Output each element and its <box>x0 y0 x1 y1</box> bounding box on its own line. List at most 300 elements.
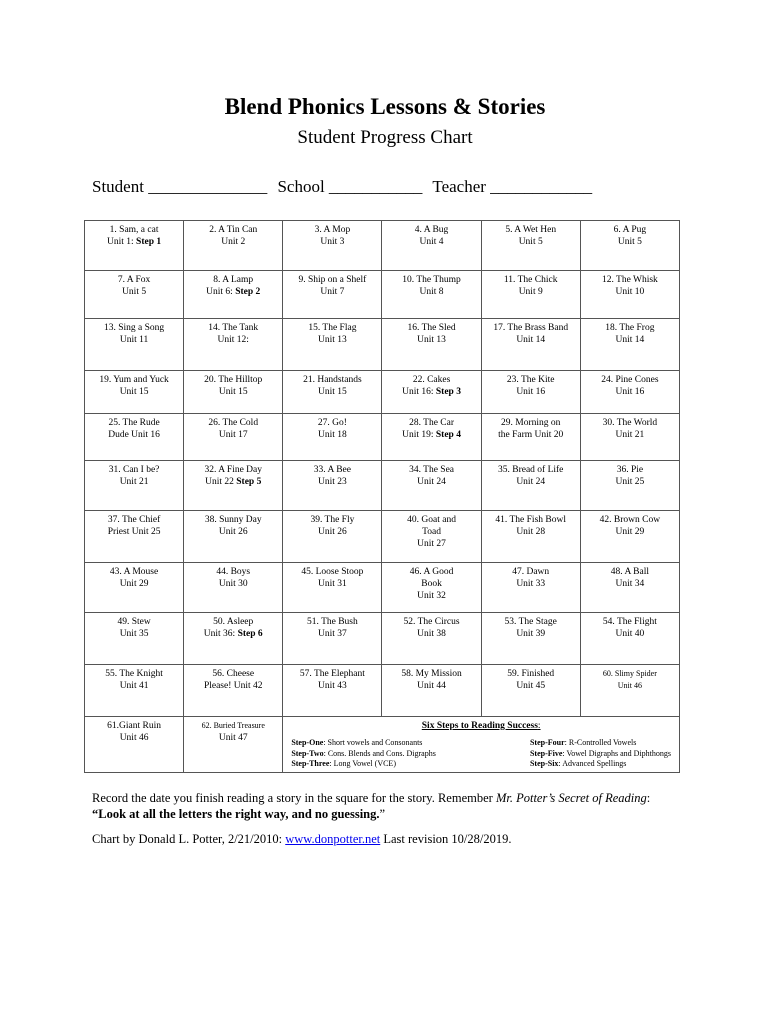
story-unit: Unit 13 <box>417 335 446 345</box>
story-unit: Unit 36: <box>203 629 236 639</box>
story-cell[interactable] <box>184 563 283 613</box>
story-unit: Unit 6: <box>206 287 233 297</box>
story-cell[interactable] <box>85 665 184 717</box>
story-unit-line <box>484 286 578 298</box>
story-title: 24. Pine Cones <box>601 375 659 385</box>
story-unit: Unit 17 <box>218 430 248 440</box>
story-title: 33. A Bee <box>313 465 351 475</box>
credit-prefix: Chart by Donald L. Potter, 2/21/2010: <box>92 832 283 846</box>
story-unit-line <box>87 578 181 590</box>
story-title: 47. Dawn <box>512 567 550 577</box>
story-title: 19. Yum and Yuck <box>99 375 169 385</box>
story-unit-line <box>87 334 181 346</box>
story-cell[interactable] <box>580 414 679 461</box>
story-title: 26. The Cold <box>208 418 259 428</box>
story-cell[interactable] <box>283 319 382 371</box>
story-unit: Unit 29 <box>615 527 645 537</box>
story-cell[interactable] <box>184 414 283 461</box>
story-title: 46. A Good <box>409 567 454 577</box>
page-subtitle: Student Progress Chart <box>297 127 473 148</box>
grid-row <box>85 511 680 563</box>
story-title: 15. The Flag <box>308 323 357 333</box>
info-fields <box>92 177 598 197</box>
story-unit: Unit 39 <box>516 629 546 639</box>
story-unit: Unit 28 <box>516 527 546 537</box>
story-unit: Unit 1: <box>107 237 134 247</box>
story-title: 2. A Tin Can <box>209 225 258 235</box>
story-unit-extra: Unit 27 <box>417 539 446 549</box>
story-cell[interactable] <box>481 221 580 271</box>
story-cell[interactable] <box>382 563 481 613</box>
story-title: 14. The Tank <box>208 323 259 333</box>
story-cell[interactable] <box>580 221 679 271</box>
story-unit: Unit 5 <box>518 237 543 247</box>
story-unit-line <box>583 476 677 488</box>
school-field[interactable]: School ___________ <box>277 177 423 196</box>
story-title: 41. The Fish Bowl <box>495 515 566 525</box>
story-title: 52. The Circus <box>403 617 460 627</box>
grid-row <box>85 717 680 773</box>
story-unit-line <box>186 628 280 640</box>
step-six <box>530 759 671 770</box>
story-unit: Unit 21 <box>119 477 149 487</box>
grid-row <box>85 221 680 271</box>
story-unit: Unit 18 <box>318 430 347 440</box>
story-unit: Unit 26 <box>318 527 347 537</box>
story-title: 9. Ship on a Shelf <box>298 275 367 285</box>
step-one <box>291 738 436 749</box>
story-unit: Unit 15 <box>318 387 347 397</box>
step-five <box>530 749 671 760</box>
grid-row <box>85 613 680 665</box>
story-unit-line <box>285 578 379 590</box>
story-unit: Unit 5 <box>122 287 147 297</box>
grid-row <box>85 563 680 613</box>
note-quote: “Look at all the letters the right way, and no guessing. <box>92 807 380 821</box>
story-unit: Unit 19: <box>402 430 434 440</box>
story-title: 35. Bread of Life <box>497 465 564 475</box>
story-title: 22. Cakes <box>412 375 451 385</box>
story-unit-line <box>583 526 677 538</box>
story-unit-line <box>484 526 578 538</box>
story-cell[interactable] <box>481 461 580 511</box>
grid-row <box>85 371 680 414</box>
story-title: 27. Go! <box>317 418 347 428</box>
story-unit: Unit 35 <box>119 629 149 639</box>
story-unit-line <box>384 526 478 538</box>
story-title: 10. The Thump <box>402 275 461 285</box>
story-title: 5. A Wet Hen <box>505 225 557 235</box>
story-unit: Unit 24 <box>516 477 546 487</box>
story-cell[interactable] <box>283 665 382 717</box>
story-title: 20. The Hilltop <box>204 375 263 385</box>
student-field[interactable]: Student ______________ <box>92 177 268 196</box>
story-unit-line <box>583 628 677 640</box>
story-cell[interactable] <box>184 271 283 319</box>
step-three-label: Step-Three <box>291 759 330 768</box>
story-unit-line <box>87 526 181 538</box>
story-unit: Unit 7 <box>320 287 345 297</box>
story-title: 28. The Car <box>409 418 455 428</box>
story-unit: Unit 34 <box>615 579 645 589</box>
story-step: Step 2 <box>235 287 261 297</box>
story-title: 58. My Mission <box>401 669 462 679</box>
story-unit: Priest Unit 25 <box>107 527 161 537</box>
story-unit: Unit 11 <box>119 335 149 345</box>
story-title: 55. The Knight <box>105 669 163 679</box>
story-cell[interactable] <box>580 563 679 613</box>
story-unit-line <box>285 334 379 346</box>
story-title: 48. A Ball <box>610 567 650 577</box>
story-title: 61.Giant Ruin <box>107 721 161 731</box>
story-unit: Unit 46 <box>617 681 642 690</box>
story-unit: Unit 4 <box>419 237 444 247</box>
story-cell[interactable] <box>382 371 481 414</box>
story-unit: Unit 41 <box>119 681 149 691</box>
step-six-label: Step-Six <box>529 759 559 768</box>
story-title: 8. A Lamp <box>213 275 254 285</box>
step-two <box>291 749 436 760</box>
story-cell[interactable] <box>85 319 184 371</box>
story-unit: Unit 38 <box>417 629 446 639</box>
story-unit: Unit 31 <box>318 579 347 589</box>
steps-title-colon: : <box>537 721 541 731</box>
story-cell[interactable] <box>85 511 184 563</box>
page-title: Blend Phonics Lessons & Stories <box>224 94 546 119</box>
story-unit: Unit 15 <box>119 387 149 397</box>
story-unit: Unit 24 <box>417 477 446 487</box>
story-cell[interactable] <box>85 613 184 665</box>
story-unit: the Farm Unit 20 <box>498 430 564 440</box>
story-unit-line <box>583 680 677 692</box>
story-cell[interactable] <box>85 717 184 773</box>
step-three-text: : Long Vowel (VCE) <box>329 759 396 768</box>
story-cell[interactable] <box>283 563 382 613</box>
story-unit: Toad <box>422 527 441 537</box>
story-step: Step 4 <box>435 430 461 440</box>
story-title: 62. Buried Treasure <box>201 721 265 730</box>
instruction-note <box>92 790 692 822</box>
story-cell[interactable] <box>184 717 283 773</box>
story-unit-line <box>186 526 280 538</box>
story-unit: Unit 47 <box>218 733 248 743</box>
story-unit-line <box>484 334 578 346</box>
story-title: 32. A Fine Day <box>204 465 262 475</box>
story-unit-line <box>87 628 181 640</box>
story-unit: Unit 16 <box>516 387 546 397</box>
story-unit-line <box>384 286 478 298</box>
story-cell[interactable] <box>85 271 184 319</box>
story-title: 13. Sing a Song <box>103 323 165 333</box>
story-unit: Unit 12: <box>217 335 249 345</box>
story-cell[interactable] <box>382 613 481 665</box>
steps-title-text: Six Steps to Reading Success <box>421 721 538 731</box>
story-cell[interactable] <box>85 461 184 511</box>
story-cell[interactable] <box>382 271 481 319</box>
story-cell[interactable] <box>580 271 679 319</box>
story-unit-line <box>186 429 280 441</box>
story-cell[interactable] <box>283 511 382 563</box>
story-cell[interactable] <box>184 461 283 511</box>
story-unit: Unit 44 <box>417 681 446 691</box>
story-cell[interactable] <box>85 221 184 271</box>
story-title: 59. Finished <box>507 669 555 679</box>
story-unit-line <box>583 386 677 398</box>
story-unit-line <box>384 429 478 441</box>
steps-col-right <box>530 738 671 770</box>
story-cell[interactable] <box>184 221 283 271</box>
step-two-text: : Cons. Blends and Cons. Digraphs <box>323 748 436 758</box>
steps-legend <box>283 717 680 773</box>
story-title: 11. The Chick <box>503 275 558 285</box>
note-italic: Mr. Potter’s Secret of Reading <box>495 791 647 805</box>
teacher-field[interactable]: Teacher ____________ <box>432 177 593 196</box>
story-unit-line <box>87 429 181 441</box>
credit-suffix: Last revision 10/28/2019. <box>380 832 512 846</box>
story-title: 49. Stew <box>117 617 151 627</box>
story-unit: Dude Unit 16 <box>108 430 160 440</box>
story-unit-line <box>384 578 478 590</box>
story-unit-line <box>285 526 379 538</box>
story-cell[interactable] <box>481 665 580 717</box>
story-unit: Unit 23 <box>318 477 347 487</box>
grid-row <box>85 665 680 717</box>
story-unit-line <box>484 429 578 441</box>
story-unit-line <box>186 286 280 298</box>
steps-list <box>285 738 677 770</box>
grid-row <box>85 271 680 319</box>
story-unit: Unit 30 <box>218 579 248 589</box>
steps-title <box>285 720 677 732</box>
story-title: 54. The Flight <box>602 617 657 627</box>
story-cell[interactable] <box>580 613 679 665</box>
story-unit-line <box>583 286 677 298</box>
story-unit-line <box>285 429 379 441</box>
story-title: 30. The World <box>602 418 658 428</box>
credit-line <box>92 832 512 847</box>
story-cell[interactable] <box>481 371 580 414</box>
story-title: 36. Pie <box>616 465 644 475</box>
story-unit-line <box>87 286 181 298</box>
note-text: Record the date you finish reading a story in the square for the story. Remember <box>92 791 496 805</box>
story-unit-line <box>285 476 379 488</box>
story-unit: Unit 40 <box>615 629 645 639</box>
story-unit: Unit 2 <box>221 237 246 247</box>
step-four-text: : R-Controlled Vowels <box>564 738 637 747</box>
story-unit: Unit 10 <box>615 287 645 297</box>
story-unit: Unit 16 <box>615 387 645 397</box>
story-unit-line <box>87 680 181 692</box>
story-title: 7. A Fox <box>117 275 151 285</box>
story-cell[interactable] <box>184 511 283 563</box>
story-unit-line <box>87 386 181 398</box>
story-unit-line <box>285 236 379 248</box>
story-title: 60. Slimy Spider <box>602 669 657 678</box>
story-title: 25. The Rude <box>108 418 160 428</box>
story-cell[interactable] <box>580 461 679 511</box>
story-title: 31. Can I be? <box>108 465 160 475</box>
story-unit-line <box>384 236 478 248</box>
story-unit: Unit 13 <box>318 335 347 345</box>
story-title: 50. Asleep <box>213 617 254 627</box>
story-unit-line <box>186 732 280 744</box>
story-unit-line <box>484 476 578 488</box>
story-cell[interactable] <box>283 613 382 665</box>
story-unit-line <box>87 732 181 744</box>
story-cell[interactable] <box>283 461 382 511</box>
story-cell[interactable] <box>85 371 184 414</box>
story-cell[interactable] <box>382 319 481 371</box>
story-unit: Unit 21 <box>615 430 645 440</box>
story-title: 57. The Elephant <box>299 669 365 679</box>
story-cell[interactable] <box>481 271 580 319</box>
story-title: 4. A Bug <box>414 225 449 235</box>
story-unit: Unit 5 <box>617 237 642 247</box>
step-three <box>291 759 436 770</box>
story-unit-line <box>285 386 379 398</box>
story-cell[interactable] <box>382 461 481 511</box>
step-five-label: Step-Five <box>529 748 563 758</box>
story-cell[interactable] <box>184 665 283 717</box>
story-title: 53. The Stage <box>504 617 557 627</box>
story-cell[interactable] <box>382 665 481 717</box>
story-cell[interactable] <box>382 414 481 461</box>
story-cell[interactable] <box>481 319 580 371</box>
step-two-label: Step-Two <box>291 748 324 758</box>
step-five-text: : Vowel Digraphs and Diphthongs <box>562 748 671 758</box>
story-title: 17. The Brass Band <box>493 323 569 333</box>
story-unit: Unit 9 <box>518 287 543 297</box>
story-unit: Unit 26 <box>218 527 248 537</box>
story-title: 56. Cheese <box>212 669 255 679</box>
story-unit-line <box>87 476 181 488</box>
story-cell[interactable] <box>184 613 283 665</box>
story-unit-line <box>384 476 478 488</box>
story-cell[interactable] <box>382 511 481 563</box>
story-cell[interactable] <box>481 414 580 461</box>
story-unit-line <box>186 578 280 590</box>
story-step: Step 5 <box>236 477 262 487</box>
story-unit-line <box>583 578 677 590</box>
story-title: 21. Handstands <box>303 375 362 385</box>
grid-row <box>85 414 680 461</box>
story-cell[interactable] <box>283 221 382 271</box>
story-title: 39. The Fly <box>310 515 355 525</box>
story-cell[interactable] <box>580 319 679 371</box>
story-title: 3. A Mop <box>314 225 351 235</box>
story-unit-line <box>186 236 280 248</box>
progress-chart-grid <box>84 220 680 773</box>
story-unit-line <box>87 236 181 248</box>
story-cell[interactable] <box>85 563 184 613</box>
story-cell[interactable] <box>184 371 283 414</box>
story-unit-line <box>186 334 280 346</box>
story-step: Step 6 <box>237 629 263 639</box>
story-unit: Unit 37 <box>318 629 347 639</box>
story-unit-line <box>186 386 280 398</box>
story-title: 18. The Frog <box>605 323 655 333</box>
story-unit-line <box>583 334 677 346</box>
story-unit-line <box>484 386 578 398</box>
story-unit-line <box>186 476 280 488</box>
story-cell[interactable] <box>184 319 283 371</box>
story-unit-line <box>285 286 379 298</box>
step-one-text: : Short vowels and Consonants <box>323 738 423 747</box>
story-title: 45. Loose Stoop <box>301 567 364 577</box>
story-cell[interactable] <box>85 414 184 461</box>
story-unit: Unit 25 <box>615 477 645 487</box>
story-unit: Unit 15 <box>218 387 248 397</box>
story-unit: Unit 29 <box>119 579 149 589</box>
story-unit-line <box>583 236 677 248</box>
story-cell[interactable] <box>283 414 382 461</box>
story-title: 34. The Sea <box>409 465 455 475</box>
steps-col-left <box>291 738 436 770</box>
story-title: 16. The Sled <box>407 323 456 333</box>
story-title: 12. The Whisk <box>601 275 658 285</box>
grid-row <box>85 461 680 511</box>
story-unit-line <box>384 628 478 640</box>
step-one-label: Step-One <box>291 738 324 747</box>
note-colon: : <box>646 791 651 805</box>
step-four <box>530 738 671 749</box>
story-unit: Unit 43 <box>318 681 347 691</box>
story-title: 38. Sunny Day <box>204 515 262 525</box>
story-unit: Unit 14 <box>516 335 546 345</box>
story-unit-line <box>484 680 578 692</box>
story-title: 44. Boys <box>216 567 251 577</box>
story-step: Step 3 <box>435 387 461 397</box>
story-unit-extra: Unit 32 <box>417 591 446 601</box>
story-cell[interactable] <box>481 511 580 563</box>
story-cell[interactable] <box>580 371 679 414</box>
story-unit-line <box>186 680 280 692</box>
website-link[interactable]: www.donpotter.net <box>285 832 381 846</box>
story-unit: Unit 16: <box>402 387 434 397</box>
story-title: 23. The Kite <box>506 375 555 385</box>
story-unit-line <box>484 628 578 640</box>
story-title: 40. Goat and <box>407 515 456 525</box>
story-unit-line <box>285 628 379 640</box>
story-unit: Unit 8 <box>419 287 444 297</box>
story-unit-line <box>484 578 578 590</box>
story-unit: Unit 22 <box>205 477 234 487</box>
step-four-label: Step-Four <box>529 738 565 747</box>
story-unit: Please! Unit 42 <box>203 681 263 691</box>
story-title: 51. The Bush <box>307 617 358 627</box>
story-cell[interactable] <box>580 665 679 717</box>
story-unit: Unit 46 <box>119 733 149 743</box>
story-cell[interactable] <box>580 511 679 563</box>
story-unit: Unit 45 <box>516 681 546 691</box>
story-title: 37. The Chief <box>107 515 161 525</box>
story-cell[interactable] <box>283 271 382 319</box>
story-title: 29. Morning on <box>501 418 561 428</box>
story-unit-line <box>285 680 379 692</box>
story-cell[interactable] <box>481 563 580 613</box>
step-six-text: : Advanced Spellings <box>558 759 627 768</box>
story-unit-line <box>384 334 478 346</box>
story-cell[interactable] <box>283 371 382 414</box>
story-unit: Unit 3 <box>320 237 345 247</box>
note-quote-end: ” <box>379 807 386 821</box>
story-title: 1. Sam, a cat <box>109 225 159 235</box>
story-cell[interactable] <box>382 221 481 271</box>
story-unit: Unit 33 <box>516 579 546 589</box>
story-cell[interactable] <box>481 613 580 665</box>
story-title: 43. A Mouse <box>109 567 159 577</box>
story-title: 6. A Pug <box>613 225 647 235</box>
